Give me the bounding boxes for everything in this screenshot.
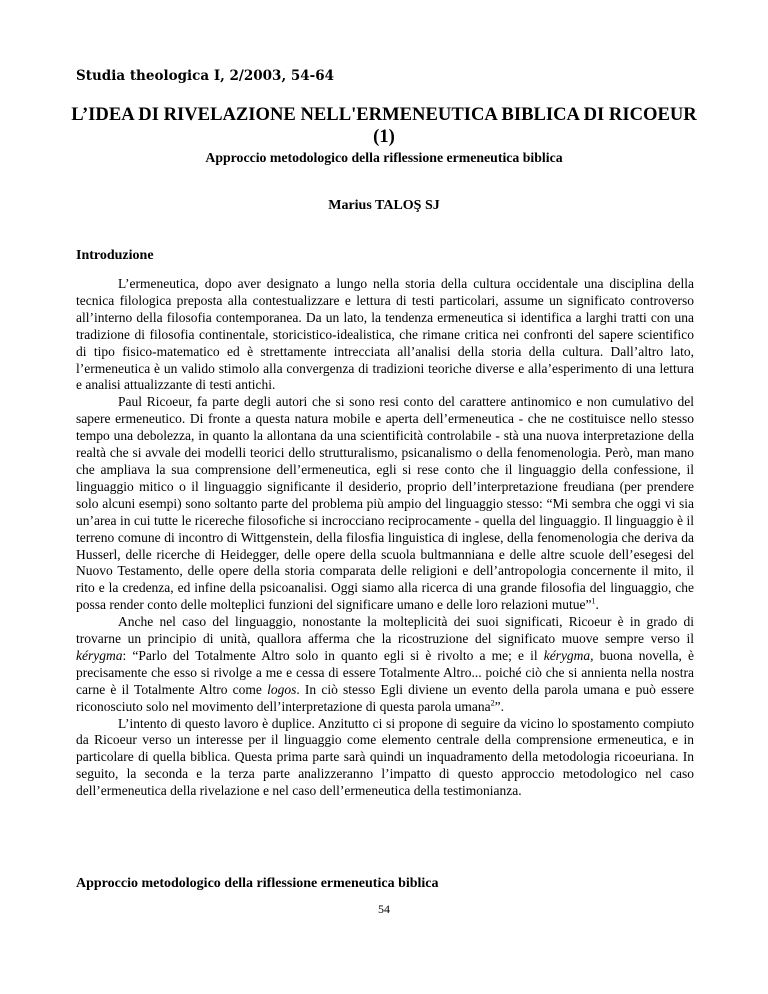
intro-heading: Introduzione xyxy=(76,248,154,263)
paragraph-4: L’intento di questo lavoro è duplice. Anzitutto ci si propone di seguire da vicino lo spostamento compiuto da Ricoeur verso un interesse per il linguaggio come elemento centrale della comprensione ermeneutica, e in particolare di quella biblica. Questa prima parte sarà quindi un inquadramento della metodologia ricoeuriana. In seguito, la seconda e la terza parte analizzeranno l’impatto di questo approccio metodologico nel caso dell’ermeneutica della rivelazione e nel caso dell’ermeneutica della testimonianza. xyxy=(76,715,694,799)
author-name: Marius TALOŞ SJ xyxy=(328,198,440,213)
paragraph-1: L’ermeneutica, dopo aver designato a lungo nella storia della cultura occidentale una disciplina della tecnica filologica preposta alla contestualizzare e lettura di testi particolari, assume un significato controverso all’interno della filosofia contemporanea. Da un lato, la tendenza ermeneutica si identifica a larghi tratti con una tradizione di filosofia continentale, storicistico-idealistica, che rimane critica nei confronti del sapere scientifico di tipo fisico-matematico ed è strettamente intrecciata all’analisi della storia della cultura. Dall’altro lato, l’ermeneutica è un valido stimolo alla convergenza di tradizioni teoriche diverse e alla’esperimento di una lettura e analisi attualizzante di testi antichi. xyxy=(76,276,694,393)
section-heading: Approccio metodologico della riflessione ermeneutica biblica xyxy=(76,876,439,891)
body-text xyxy=(76,276,694,800)
paragraph-3-text-b: : “Parlo del Totalmente Altro solo in quanto egli si è rivolto a me; e il xyxy=(122,647,544,663)
article-subtitle: Approccio metodologico della riflessione ermeneutica biblica xyxy=(205,150,563,165)
paragraph-3-text-c: buona novella, è precisamente che esso si rivolge a me e cessa di essere Totalmente Altro... poiché ciò che si annienta nella nostra carne è il Totalmente Altro come xyxy=(76,647,694,697)
journal-citation: Studia theologica I, 2/2003, 54-64 xyxy=(76,68,335,84)
kerygma-term-2: kérygma, xyxy=(543,647,594,663)
article-title: L’IDEA DI RIVELAZIONE NELL'ERMENEUTICA BIBLICA DI RICOEUR (1) xyxy=(71,104,697,147)
footnote-ref-1[interactable]: 1 xyxy=(591,596,596,606)
paragraph-3 xyxy=(76,614,694,715)
page-number: 54 xyxy=(378,902,390,916)
paragraph-3-text-d: . In ciò stesso Egli diviene un evento della parola umana e può essere riconosciuto solo nel movimento dell’interpretazione di questa parola umana xyxy=(76,681,694,714)
paragraph-2: Paul Ricoeur, fa parte degli autori che si sono resi conto del carattere antinomico e non cumulativo del sapere ermeneutico. Di fronte a questa natura mobile e aperta dell’ermeneutica - che ne costituisce nello stesso tempo una debolezza, in quanto la allontana da una scientificità controlabile - stà una nuova interpretazione della realtà che si avvale dei modelli teorici dello strutturalismo, psicanalismo o della fenomenologia. Però, man mano che ampliava la sua comprensione dell’ermeneutica, egli si rese conto che il linguaggio della confessione, il linguaggio mitico o il linguaggio significante il desiderio, proprio dell’interpretazione freudiana (per prendere solo alcuni esempi) sono soltanto parte del problema più ampio del linguaggio stesso: “Mi sembra che oggi vi sia un’area in cui tutte le ricereche filosofiche si incrocciano reciprocamente - quella del linguaggio. Il linguaggio è il terreno comune di incontro di Wittgenstein, della filosfia linguistica di inglese, della fenomenologia che deriva da Husserl, delle ricerche di Heidegger, delle opere della scuola bultmanniana e delle altre scuole dell’esegesi del Nuovo Testamento, delle opere della storia comparata delle religioni e dell’antropologia concernente il mito, il rito e la credenza, ed infine della psicoanalisi. Oggi siamo alla ricerca di una grande filosofia del linguaggio, che possa render conto delle molteplici funzioni del significare umano e delle loro relazioni mutue”$^1$. xyxy=(76,394,694,613)
kerygma-term: kérygma xyxy=(76,647,123,663)
paragraph-2-text: Paul Ricoeur, fa parte degli autori che si sono resi conto del carattere antinomico e non cumulativo del sapere ermeneutico. Di fronte a questa natura mobile e aperta dell’ermeneutica - che ne costituisce nello stesso tempo una debolezza, in quanto la allontana da una scientificità controlabile - stà una nuova interpretazione della realtà che si avvale dei modelli teorici dello strutturalismo, psicanalismo o della fenomenologia. Però, man mano che ampliava la sua comprensione dell’ermeneutica, egli si rese conto che il linguaggio della confessione, il linguaggio mitico o il linguaggio significante il desiderio, proprio dell’interpretazione freudiana (per prendere solo alcuni esempi) sono soltanto parte del problema più ampio del linguaggio stesso: “Mi sembra che oggi vi sia un’area in cui tutte le ricereche filosofiche si incrocciano reciprocamente - quella del linguaggio. Il linguaggio è il terreno comune di incontro di Wittgenstein, della filosfia linguistica di inglese, della fenomenologia che deriva da Husserl, delle ricerche di Heidegger, delle opere della scuola bultmanniana e delle altre scuole dell’esegesi del Nuovo Testamento, delle opere della storia comparata delle religioni e dell’antropologia concernente il mito, il rito e la credenza, ed infine della psicoanalisi. Oggi siamo alla ricerca di una grande filosofia del linguaggio, che possa render conto delle molteplici funzioni del significare umano e delle loro relazioni mutue” xyxy=(76,394,694,613)
paragraph-3-text-a: Anche nel caso del linguaggio, nonostante la molteplicità dei suoi significati, Ricoeur è in grado di trovarne un principio di unità, quallora afferma che la ricostruzione del significato muove sempre verso il xyxy=(76,614,694,647)
paragraph-3-end: ”. xyxy=(494,698,504,714)
footnote-ref-2[interactable]: 2 xyxy=(490,698,495,708)
logos-term: logos xyxy=(267,681,297,697)
